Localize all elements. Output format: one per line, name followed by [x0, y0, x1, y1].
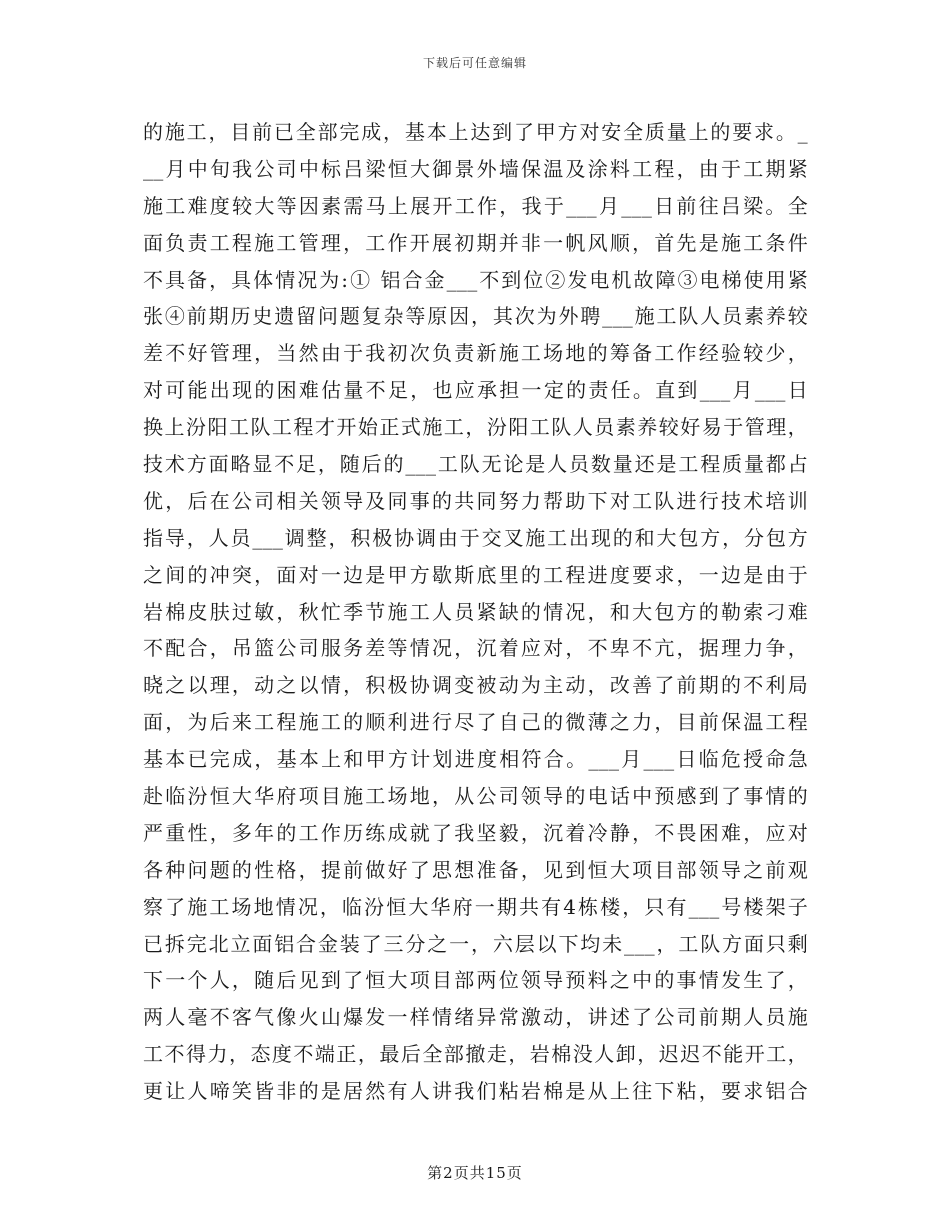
text-line: 不配合，吊篮公司服务差等情况，沉着应对，不卑不亢，据理力争， [143, 636, 808, 661]
text-line: 的施工，目前已全部完成，基本上达到了甲方对安全质量上的要求。_ [143, 120, 808, 144]
text-line: 察了施工场地情况，临汾恒大华府一期共有4栋楼，只有___号楼架子 [143, 894, 808, 919]
text-line: 换上汾阳工队工程才开始正式施工，汾阳工队人员素养较好易于管理， [143, 415, 808, 440]
text-line: 岩棉皮肤过敏，秋忙季节施工人员紧缺的情况，和大包方的勒索刁难 [143, 599, 808, 624]
text-line: 晓之以理，动之以情，积极协调变被动为主动，改善了前期的不利局 [143, 673, 808, 698]
text-line: 两人毫不客气像火山爆发一样情绪异常激动，讲述了公司前期人员施 [143, 1005, 808, 1030]
text-line: 对可能出现的困难估量不足，也应承担一定的责任。直到___月___日 [143, 378, 808, 403]
body-text [143, 114, 808, 1110]
text-line: 优，后在公司相关领导及同事的共同努力帮助下对工队进行技术培训 [143, 488, 808, 513]
text-line: 面，为后来工程施工的顺利进行尽了自己的微薄之力，目前保温工程 [143, 710, 808, 735]
text-line: 各种问题的性格，提前做好了思想准备，见到恒大项目部领导之前观 [143, 857, 808, 882]
text-line: 工不得力，态度不端正，最后全部撤走，岩棉没人卸，迟迟不能开工， [143, 1042, 808, 1067]
text-line: 指导，人员___调整，积极协调由于交叉施工出现的和大包方，分包方 [143, 525, 808, 550]
text-line: 下一个人，随后见到了恒大项目部两位领导预料之中的事情发生了， [143, 968, 808, 993]
page-number: 第2页共15页 [427, 1164, 523, 1182]
text-line: 差不好管理，当然由于我初次负责新施工场地的筹备工作经验较少， [143, 341, 808, 366]
text-line: 之间的冲突，面对一边是甲方歇斯底里的工程进度要求，一边是由于 [143, 562, 808, 587]
text-line: 施工难度较大等因素需马上展开工作，我于___月___日前往吕梁。全 [143, 193, 808, 218]
text-line: 不具备，具体情况为:① 铝合金___不到位②发电机故障③电梯使用紧 [143, 267, 808, 292]
page-header: 下载后可任意编辑 [422, 56, 527, 70]
text-line: 基本已完成，基本上和甲方计划进度相符合。___月___日临危授命急 [143, 747, 808, 772]
text-line: 技术方面略显不足，随后的___工队无论是人员数量还是工程质量都占 [143, 452, 808, 477]
text-line: 赴临汾恒大华府项目施工场地，从公司领导的电话中预感到了事情的 [143, 784, 808, 809]
text-line: 张④前期历史遗留问题复杂等原因，其次为外聘___施工队人员素养较 [143, 304, 808, 329]
text-line: 面负责工程施工管理，工作开展初期并非一帆风顺，首先是施工条件 [143, 230, 808, 255]
text-line: 更让人啼笑皆非的是居然有人讲我们粘岩棉是从上往下粘，要求铝合 [143, 1079, 808, 1104]
text-line: __月中旬我公司中标吕梁恒大御景外墙保温及涂料工程，由于工期紧 [143, 156, 808, 181]
text-line: 已拆完北立面铝合金装了三分之一，六层以下均未___，工队方面只剩 [143, 931, 808, 956]
text-line: 严重性，多年的工作历练成就了我坚毅，沉着冷静，不畏困难，应对 [143, 820, 808, 845]
